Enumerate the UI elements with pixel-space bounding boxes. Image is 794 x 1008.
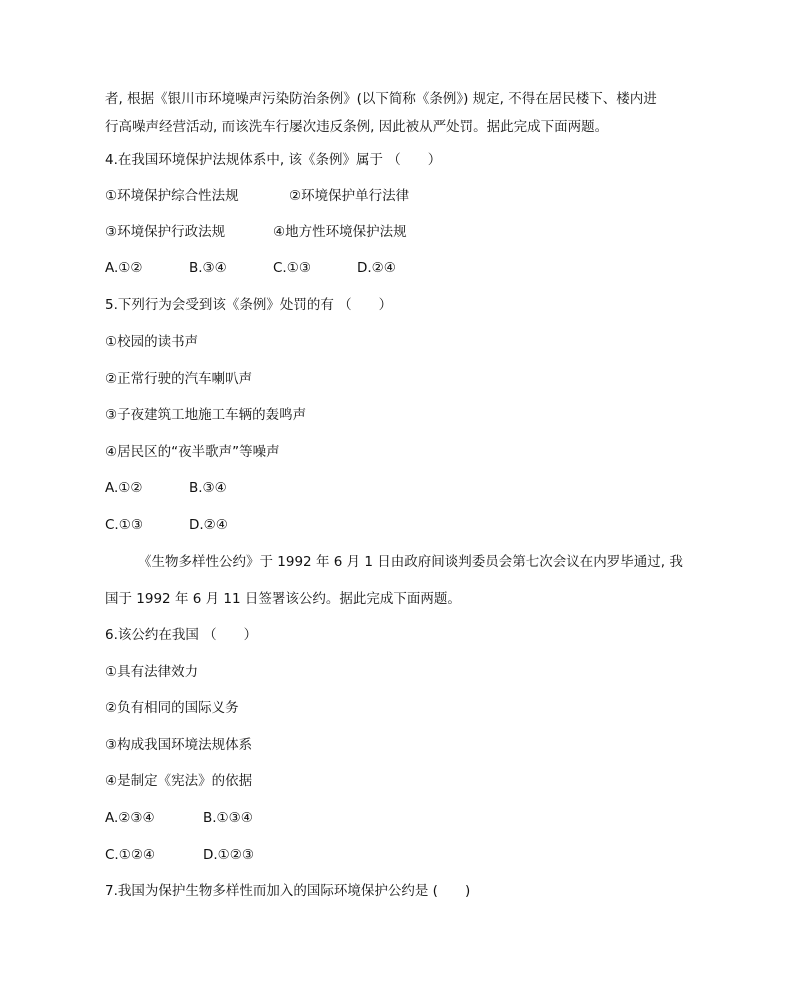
q5-option-c: C.①③ (105, 517, 143, 533)
q4-items-row-2 (105, 222, 407, 242)
q5-option-d: D.②④ (189, 517, 228, 533)
q4-items-row-1 (105, 186, 409, 206)
q4-options (105, 258, 396, 278)
q6-option-b: B.①③④ (203, 810, 253, 826)
intro-line-1: 者, 根据《银川市环境噪声污染防治条例》(以下简称《条例》) 规定, 不得在居民楼下、楼内进 (105, 91, 657, 107)
q4-item-3: ③环境保护行政法规 (105, 224, 226, 240)
q5-item-1: ①校园的读书声 (105, 334, 199, 350)
q4-option-c: C.①③ (273, 260, 311, 276)
q6-item-2: ②负有相同的国际义务 (105, 700, 239, 716)
q4-option-b: B.③④ (189, 260, 227, 276)
q6-option-a: A.②③④ (105, 810, 155, 826)
q5-stem: 5.下列行为会受到该《条例》处罚的有 （ ） (105, 297, 393, 313)
q5-item-3: ③子夜建筑工地施工车辆的轰鸣声 (105, 407, 307, 423)
q4-item-4: ④地方性环境保护法规 (273, 224, 407, 240)
q6-options-row-1 (105, 808, 253, 828)
passage-line-2: 国于 1992 年 6 月 11 日签署该公约。据此完成下面两题。 (105, 591, 461, 607)
q5-options-row-2 (105, 515, 228, 535)
q4-item-1: ①环境保护综合性法规 (105, 188, 239, 204)
q5-options-row-1 (105, 478, 227, 498)
q5-item-4: ④居民区的“夜半歌声”等噪声 (105, 444, 280, 460)
intro-line-2: 行高噪声经营活动, 而该洗车行屡次违反条例, 因此被从严处罚。据此完成下面两题。 (105, 119, 609, 135)
q4-option-d: D.②④ (357, 260, 396, 276)
q6-option-c: C.①②④ (105, 847, 156, 863)
q7-stem: 7.我国为保护生物多样性而加入的国际环境保护公约是 ( ) (105, 883, 471, 899)
q6-item-3: ③构成我国环境法规体系 (105, 737, 253, 753)
passage-line-1: 《生物多样性公约》于 1992 年 6 月 1 日由政府间谈判委员会第七次会议在内罗毕通过, 我 (138, 554, 683, 570)
q5-option-a: A.①② (105, 480, 143, 496)
q6-option-d: D.①②③ (203, 847, 254, 863)
q6-item-1: ①具有法律效力 (105, 664, 199, 680)
q4-option-a: A.①② (105, 260, 143, 276)
q5-item-2: ②正常行驶的汽车喇叭声 (105, 371, 253, 387)
q6-item-4: ④是制定《宪法》的依据 (105, 773, 253, 789)
q6-stem: 6.该公约在我国 （ ） (105, 627, 258, 643)
q6-options-row-2 (105, 845, 254, 865)
q5-option-b: B.③④ (189, 480, 227, 496)
q4-stem: 4.在我国环境保护法规体系中, 该《条例》属于 （ ） (105, 152, 442, 168)
q4-item-2: ②环境保护单行法律 (289, 188, 410, 204)
